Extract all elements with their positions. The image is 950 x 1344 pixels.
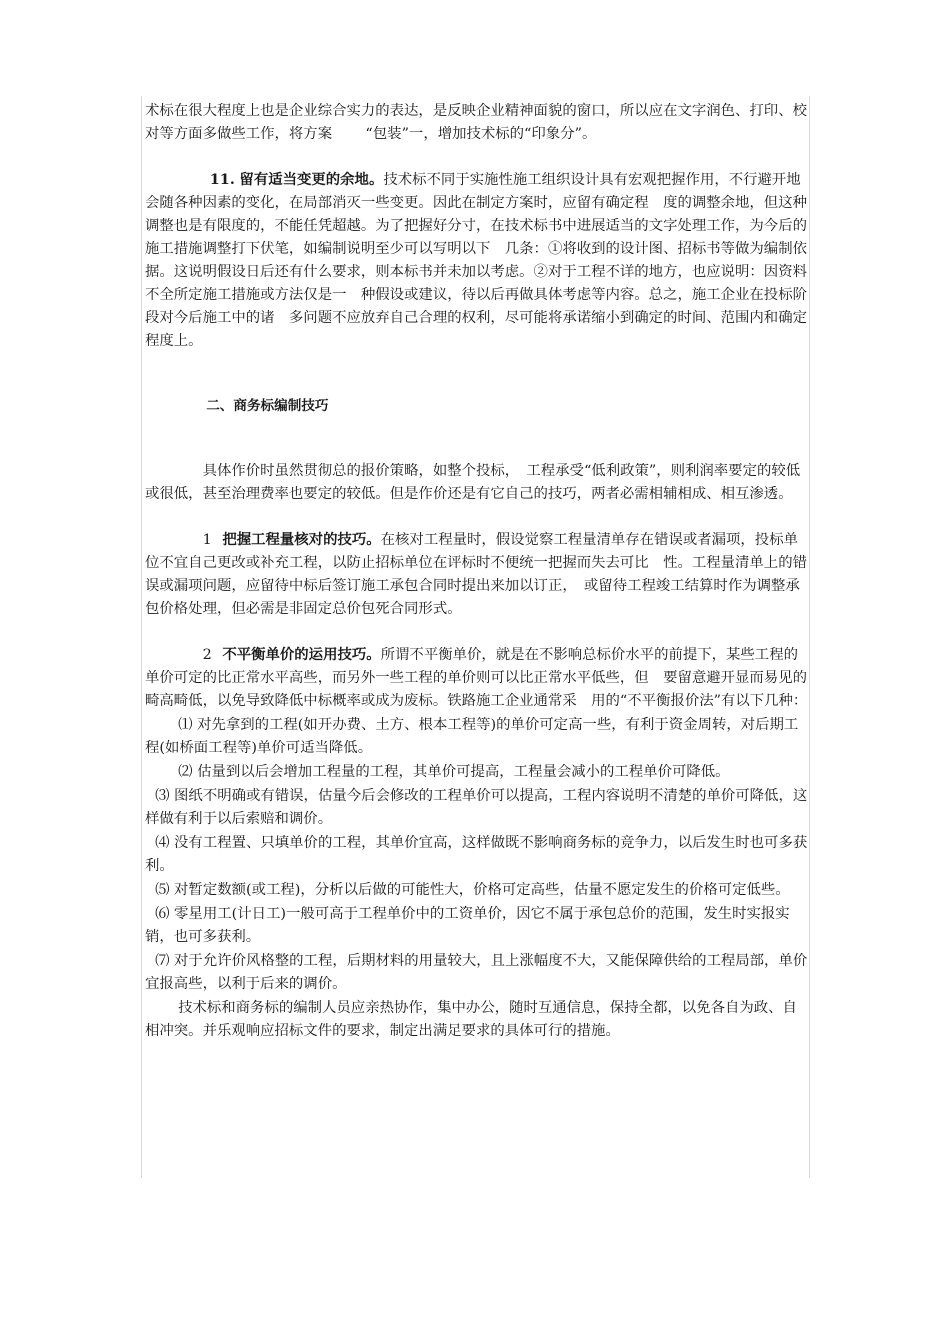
- section-11-number: 11.: [209, 171, 235, 188]
- list-item: ⑶ 图纸不明确或有错误，估量今后会修改的工程单价可以提高，工程内容说明不清楚的单价可降低，这样做有利于以后索赔和调价。: [145, 788, 808, 827]
- subsection-1-number: 1: [202, 532, 212, 548]
- subsection-1-body: 在核对工程量时，假设觉察工程量清单存在错误或者漏项，投标单位不宜自己更改或补充工程，以防止招标单位在评标时不便统一把握而失去可比 性。工程量清单上的错误或漏项问题，应留待中标后签订施工承包合同时提出来加以订正， 或留待工程竣工结算时作为调整承包价格处理，但必需是非固定总价包死合同形式。: [145, 532, 807, 617]
- document-page: [145, 100, 810, 1043]
- list-item: ⑴ 对先拿到的工程(如开办费、土方、根本工程等)的单价可定高一些，有利于资金周转，对后期工程(如桥面工程等)单价可适当降低。: [145, 717, 799, 756]
- list-item: ⑵ 估量到以后会增加工程量的工程，其单价可提高，工程量会减小的工程单价可降低。: [178, 764, 730, 780]
- section-11-paragraph: [145, 168, 810, 353]
- section-2-heading: 二、商务标编制技巧: [206, 398, 329, 414]
- subsection-1-title: 把握工程量核对的技巧。: [222, 531, 381, 548]
- section-2-intro: 具体作价时虽然贯彻总的报价策略，如整个投标， 工程承受“低利政策”，则利润率要定的较低或很低，甚至治理费率也要定的较低。但是作价还是有它自己的技巧，两者必需相辅相成、相互渗透。: [145, 463, 801, 502]
- section-11-title: 留有适当变更的余地。: [239, 171, 384, 188]
- list-item: ⑸ 对暂定数额(或工程)，分析以后做的可能性大，价格可定高些，估量不愿定发生的价格可定低些。: [155, 882, 790, 898]
- list-item: ⑷ 没有工程置、只填单价的工程，其单价宜高，这样做既不影响商务标的竞争力，以后发生时也可多获利。: [145, 835, 808, 874]
- list-item: ⑺ 对于允许价风格整的工程，后期材料的用量较大，且上涨幅度不大，又能保障供给的工程局部，单价宜报高些，以利于后来的调价。: [145, 953, 808, 992]
- subsection-2-body: 所谓不平衡单价，就是在不影响总标价水平的前提下，某些工程的单价可定的比正常水平高些，而另外一些工程的单价则可以比正常水平低些，但 要留意避开显而易见的畸高畸低，以免导致降低中标概率或成为废标。铁路施工企业通常采 用的“不平衡报价法”有以下几种：: [145, 647, 808, 709]
- subsection-2-number: 2: [202, 647, 212, 663]
- closing-paragraph: 技术标和商务标的编制人员应亲热协作，集中办公，随时互通信息，保持全都，以免各自为政、自相冲突。并乐观响应招标文件的要求，制定出满足要求的具体可行的措施。: [145, 1000, 797, 1039]
- intro-paragraph: 术标在很大程度上也是企业综合实力的表达，是反映企业精神面貌的窗口，所以应在文字润色、打印、校对等方面多做些工作，将方案 “包装”一，增加技术标的“印象分”。: [145, 103, 807, 142]
- list-item: ⑹ 零星用工(计日工)一般可高于工程单价中的工资单价，因它不属于承包总价的范围，发生时实报实销，也可多获利。: [145, 906, 790, 945]
- section-11-body: 技术标不同于实施性施工组织设计具有宏观把握作用，不行避开地会随各种因素的变化，在局部消灭一些变更。因此在制定方案时，应留有确定程 度的调整余地，但这种调整也是有限度的，不能任凭超越。为了把握好分寸，在技术标书中进展适当的文字处理工作，为今后的施工措施调整打下伏笔，如编制说明至少可以写明以下 几条：①将收到的设计图、招标书等做为编制依据。这说明假设日后还有什么要求，则本标书并未加以考虑。②对于工程不详的地方，也应说明：因资料不全所定施工措施或方法仅是一 种假设或建议，待以后再做具体考虑等内容。总之，施工企业在投标阶段对今后施工中的诸 多问题不应放弃自己合理的权利，尽可能将承诺缩小到确定的时间、范围内和确定程度上。: [145, 172, 807, 349]
- subsection-1-paragraph: [145, 528, 810, 621]
- subsection-2-paragraph: [145, 643, 810, 713]
- subsection-2-title: 不平衡单价的运用技巧。: [222, 646, 381, 663]
